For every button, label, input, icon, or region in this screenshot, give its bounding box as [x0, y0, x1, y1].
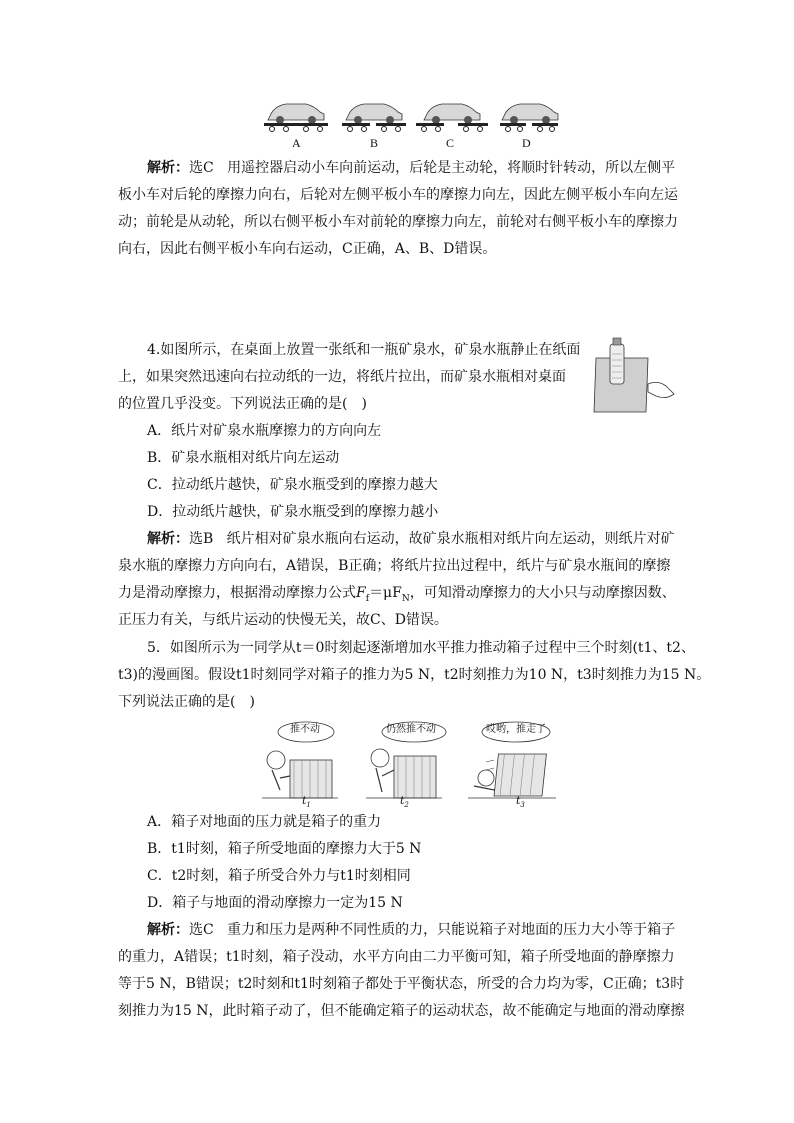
q4-answer-line4: 正压力有关，与纸片运动的快慢无关，故C、D错误。	[118, 612, 448, 628]
formula-f: F	[356, 585, 366, 601]
formula-eq: ＝μF	[369, 585, 402, 601]
answer-text: 重力和压力是两种不同性质的力，只能说箱子对地面的压力大小等于箱子	[227, 922, 676, 938]
answer-label: 解析：	[147, 531, 189, 547]
q4-option-d: D．拉动纸片越快，矿泉水瓶受到的摩擦力越小	[147, 504, 439, 520]
bubble-t2: 仍然推不动	[386, 724, 436, 735]
hand-icon	[648, 382, 674, 397]
q5-option-d: D．箱子与地面的滑动摩擦力一定为15 N	[147, 895, 403, 911]
formula-sub-n: N	[401, 593, 410, 604]
q5-answer-line2: 的重力，A错误；t1时刻，箱子没动，水平方向由二力平衡可知，箱子所受地面的静摩擦力	[118, 949, 675, 965]
student-icon	[478, 770, 494, 786]
bubble-t1: 推不动	[290, 724, 320, 735]
car-c-icon	[416, 104, 488, 132]
q5-stem-line2: t3)的漫画图。假设t1时刻同学对箱子的推力为5 N，t2时刻推力为10 N，t3时刻推力为15 N。	[118, 667, 711, 683]
student-icon	[371, 749, 389, 767]
car-label-b: B	[370, 136, 379, 150]
q3-answer-line2: 板小车对后轮的摩擦力向右，后轮对左侧平板小车的摩擦力向左，因此左侧平板小车向左运	[118, 187, 678, 203]
answer-text: ，可知滑动摩擦力的大小只与动摩擦因数、	[409, 585, 676, 601]
time-label-t2: $t_2$	[400, 794, 409, 810]
q4-stem-line1: 4.如图所示，在桌面上放置一张纸和一瓶矿泉水，矿泉水瓶静止在纸面	[147, 342, 581, 358]
car-d-icon	[500, 104, 558, 132]
q4-option-a: A．纸片对矿泉水瓶摩擦力的方向向左	[147, 423, 382, 439]
q3-answer-line3: 动；前轮是从动轮，所以右侧平板小车对前轮的摩擦力向左，前轮对右侧平板小车的摩擦力	[118, 214, 678, 230]
answer-choice: 选C	[189, 160, 214, 176]
q4-option-c: C．拉动纸片越快，矿泉水瓶受到的摩擦力越大	[147, 477, 438, 493]
answer-choice: 选B	[189, 531, 214, 547]
answer-label: 解析：	[147, 160, 189, 176]
q4-answer-line1	[147, 529, 675, 549]
formula-sub: f	[365, 593, 370, 604]
car-a-icon	[264, 104, 328, 132]
q4-stem-line3: 的位置几乎没变。下列说法正确的是( )	[118, 396, 367, 412]
time-label-t1: $t_1$	[302, 794, 311, 810]
bottle-paper-figure	[588, 336, 678, 416]
q4-stem-line2: 上，如果突然迅速向右拉动纸的一边，将纸片拉出，而矿泉水瓶相对桌面	[118, 369, 566, 385]
answer-text: 力是滑动摩擦力，根据滑动摩擦力公式	[118, 585, 356, 601]
q3-answer-line1	[147, 158, 675, 178]
bubble-t3: 哎哟，推走了	[486, 724, 546, 735]
car-label-c: C	[446, 136, 455, 150]
q5-option-c: C．t2时刻，箱子所受合外力与t1时刻相同	[147, 868, 411, 884]
answer-label: 解析：	[147, 922, 189, 938]
car-b-icon	[342, 104, 406, 132]
answer-text: 纸片相对矿泉水瓶向右运动，故矿泉水瓶相对纸片向左运动，则纸片对矿	[226, 531, 675, 547]
time-label-t3: $t_3$	[516, 794, 525, 810]
q4-option-b: B．矿泉水瓶相对纸片向左运动	[147, 450, 340, 466]
car-label-a: A	[292, 136, 301, 150]
q3-answer-line4: 向右，因此右侧平板小车向右运动，C正确，A、B、D错误。	[118, 241, 497, 257]
box-icon	[494, 754, 546, 796]
answer-text: 用遥控器启动小车向前运动，后轮是主动轮，将顺时针转动，所以左侧平	[227, 160, 676, 176]
student-icon	[267, 751, 285, 769]
q5-option-b: B．t1时刻，箱子所受地面的摩擦力大于5 N	[147, 841, 422, 857]
q4-answer-line3	[118, 583, 676, 609]
q5-answer-line3: 等于5 N，B错误；t2时刻和t1时刻箱子都处于平衡状态，所受的合力均为零，C正确；t3时	[118, 976, 685, 992]
q5-option-a: A．箱子对地面的压力就是箱子的重力	[147, 814, 382, 830]
car-label-d: D	[522, 136, 531, 150]
q5-stem-line1: 5．如图所示为一同学从t＝0时刻起逐渐增加水平推力推动箱子过程中三个时刻(t1、t2、	[147, 640, 695, 656]
cars-figure	[262, 98, 562, 136]
q5-answer-line1	[147, 920, 675, 940]
q5-stem-line3: 下列说法正确的是( )	[118, 694, 255, 710]
q5-answer-line4: 刻推力为15 N，此时箱子动了，但不能确定箱子的运动状态，故不能确定与地面的滑动摩擦	[118, 1003, 685, 1019]
q4-answer-line2: 泉水瓶的摩擦力方向向右，A错误，B正确；将纸片拉出过程中，纸片与矿泉水瓶间的摩擦	[118, 558, 671, 574]
answer-choice: 选C	[189, 922, 214, 938]
